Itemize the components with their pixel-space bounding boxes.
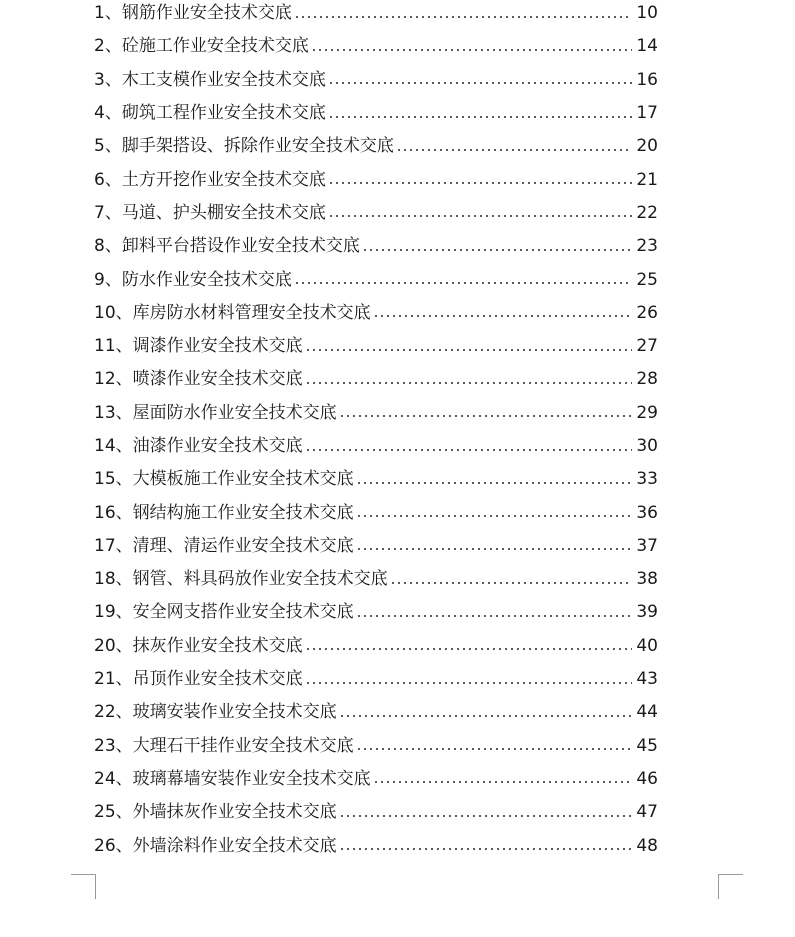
toc-entry-number: 23 <box>94 735 116 756</box>
toc-dot-leader <box>356 615 632 617</box>
toc-entry-title: 调漆作业安全技术交底 <box>132 336 303 357</box>
toc-entry-separator: 、 <box>104 3 122 24</box>
toc-entry-separator: 、 <box>104 236 122 257</box>
toc-dot-leader <box>373 315 632 317</box>
toc-entry-number: 7 <box>94 202 105 223</box>
toc-entry-page-number: 48 <box>636 835 658 856</box>
toc-entry-separator: 、 <box>115 802 133 823</box>
toc-entry-page-number: 23 <box>636 236 658 257</box>
toc-entry[interactable] <box>94 363 658 396</box>
toc-dot-leader <box>356 515 632 517</box>
toc-entry-number: 20 <box>94 635 116 656</box>
toc-entry-separator: 、 <box>115 302 133 323</box>
toc-dot-leader <box>339 715 632 717</box>
toc-entry-separator: 、 <box>115 436 133 456</box>
toc-dot-leader <box>339 415 632 417</box>
toc-dot-leader <box>305 349 632 351</box>
toc-entry-number: 2 <box>94 36 105 57</box>
toc-entry-number: 18 <box>94 569 116 590</box>
toc-entry-title: 脚手架搭设、拆除作业安全技术交底 <box>121 136 394 157</box>
toc-entry-title: 木工支模作业安全技术交底 <box>121 69 326 90</box>
toc-entry-title: 土方开挖作业安全技术交底 <box>121 169 326 190</box>
toc-entry-page-number: 45 <box>636 735 658 756</box>
toc-entry-page-number: 33 <box>636 469 658 490</box>
toc-entry-separator: 、 <box>115 569 133 590</box>
toc-entry-separator: 、 <box>115 702 133 723</box>
toc-dot-leader <box>305 682 632 684</box>
toc-entry-page-number: 36 <box>636 502 658 523</box>
toc-entry-title: 防水作业安全技术交底 <box>121 269 292 290</box>
toc-entry-separator: 、 <box>104 169 122 190</box>
toc-entry-separator: 、 <box>115 336 133 357</box>
toc-entry[interactable] <box>94 730 658 763</box>
toc-entry-page-number: 25 <box>636 269 658 290</box>
toc-entry-number: 25 <box>94 802 116 823</box>
toc-entry-number: 17 <box>94 535 116 556</box>
toc-entry-separator: 、 <box>115 735 133 756</box>
toc-entry-page-number: 44 <box>636 702 658 723</box>
toc-dot-leader <box>390 582 632 584</box>
toc-entry-number: 6 <box>94 169 105 190</box>
toc-entry[interactable] <box>94 563 658 596</box>
toc-entry[interactable] <box>94 0 658 30</box>
toc-entry-title: 外墙抹灰作业安全技术交底 <box>132 802 337 823</box>
toc-entry[interactable] <box>94 596 658 629</box>
toc-entry-number: 16 <box>94 502 116 523</box>
toc-entry-page-number: 22 <box>636 202 658 223</box>
toc-entry-number: 13 <box>94 402 116 423</box>
toc-entry-title: 喷漆作业安全技术交底 <box>132 369 303 390</box>
toc-dot-leader <box>305 382 632 384</box>
toc-entry-number: 26 <box>94 835 116 856</box>
toc-entry[interactable] <box>94 330 658 363</box>
toc-entry-title: 卸料平台搭设作业安全技术交底 <box>121 236 360 257</box>
toc-dot-leader <box>362 249 632 251</box>
toc-entry-page-number: 16 <box>636 69 658 90</box>
toc-entry-page-number: 20 <box>636 136 658 157</box>
toc-entry-page-number: 43 <box>636 669 658 690</box>
toc-dot-leader <box>311 49 632 51</box>
toc-dot-leader <box>328 82 632 84</box>
toc-entry-page-number: 21 <box>636 169 658 190</box>
toc-entry-separator: 、 <box>104 69 122 90</box>
toc-entry-number: 19 <box>94 602 116 623</box>
toc-entry-separator: 、 <box>115 369 133 390</box>
toc-entry[interactable] <box>94 530 658 563</box>
toc-entry[interactable] <box>94 430 658 463</box>
toc-entry-title: 钢结构施工作业安全技术交底 <box>132 502 354 523</box>
toc-entry[interactable] <box>94 230 658 263</box>
toc-entry-number: 10 <box>94 302 116 323</box>
toc-entry[interactable] <box>94 397 658 430</box>
toc-entry-separator: 、 <box>104 36 122 57</box>
toc-entry[interactable] <box>94 829 658 862</box>
toc-entry-page-number: 38 <box>636 569 658 590</box>
toc-entry-page-number: 28 <box>636 369 658 390</box>
toc-entry[interactable] <box>94 663 658 696</box>
toc-entry-number: 4 <box>94 103 105 124</box>
toc-dot-leader <box>356 548 632 550</box>
toc-entry-separator: 、 <box>115 835 133 856</box>
toc-entry-page-number: 10 <box>636 3 658 24</box>
page-corner-mark-right <box>718 874 743 899</box>
toc-entry[interactable] <box>94 496 658 529</box>
toc-dot-leader <box>373 781 632 783</box>
toc-entry[interactable] <box>94 297 658 330</box>
toc-entry-separator: 、 <box>104 269 122 290</box>
toc-entry-title: 外墙涂料作业安全技术交底 <box>132 835 337 856</box>
toc-entry-number: 22 <box>94 702 116 723</box>
toc-dot-leader <box>328 116 632 118</box>
toc-entry-number: 14 <box>94 436 116 456</box>
toc-entry[interactable] <box>94 197 658 230</box>
toc-dot-leader <box>339 815 632 817</box>
toc-entry[interactable] <box>94 630 658 663</box>
toc-entry-number: 15 <box>94 469 116 490</box>
toc-entry[interactable] <box>94 696 658 729</box>
toc-entry-number: 21 <box>94 669 116 690</box>
toc-entry-separator: 、 <box>115 535 133 556</box>
toc-entry[interactable] <box>94 763 658 796</box>
toc-dot-leader <box>305 648 632 650</box>
toc-entry-separator: 、 <box>115 602 133 623</box>
toc-entry[interactable] <box>94 130 658 163</box>
toc-entry[interactable] <box>94 163 658 196</box>
toc-entry-separator: 、 <box>115 469 133 490</box>
toc-entry-title: 马道、护头棚安全技术交底 <box>121 202 326 223</box>
toc-entry-page-number: 14 <box>636 36 658 57</box>
toc-entry[interactable] <box>94 64 658 97</box>
toc-entry-title: 油漆作业安全技术交底 <box>132 436 303 456</box>
toc-entry-separator: 、 <box>104 103 122 124</box>
toc-entry-separator: 、 <box>115 502 133 523</box>
toc-entry-number: 8 <box>94 236 105 257</box>
toc-entry-number: 12 <box>94 369 116 390</box>
toc-entry-number: 11 <box>94 336 116 357</box>
toc-entry-page-number: 26 <box>636 302 658 323</box>
toc-entry[interactable] <box>94 463 658 496</box>
toc-entry[interactable] <box>94 263 658 296</box>
toc-entry-page-number: 37 <box>636 535 658 556</box>
page-corner-mark-left <box>71 874 96 899</box>
toc-entry-page-number: 47 <box>636 802 658 823</box>
toc-entry-title: 清理、清运作业安全技术交底 <box>132 535 354 556</box>
toc-entry-page-number: 27 <box>636 336 658 357</box>
toc-entry[interactable] <box>94 97 658 130</box>
toc-entry-page-number: 29 <box>636 402 658 423</box>
toc-entry[interactable] <box>94 30 658 63</box>
toc-entry-title: 玻璃安装作业安全技术交底 <box>132 702 337 723</box>
toc-dot-leader <box>328 215 632 217</box>
toc-entry-title: 砌筑工程作业安全技术交底 <box>121 103 326 124</box>
toc-dot-leader <box>305 449 632 451</box>
toc-dot-leader <box>339 848 632 850</box>
toc-entry-title: 抹灰作业安全技术交底 <box>132 635 303 656</box>
toc-entry-number: 1 <box>94 3 105 24</box>
toc-entry-page-number: 30 <box>636 436 658 456</box>
table-of-contents <box>94 0 658 863</box>
toc-entry-page-number: 39 <box>636 602 658 623</box>
toc-dot-leader <box>294 16 632 18</box>
toc-dot-leader <box>294 282 632 284</box>
toc-entry-number: 24 <box>94 768 116 789</box>
toc-entry-title: 玻璃幕墙安装作业安全技术交底 <box>132 768 371 789</box>
toc-entry-title: 屋面防水作业安全技术交底 <box>132 402 337 423</box>
toc-dot-leader <box>328 182 632 184</box>
toc-entry-separator: 、 <box>115 669 133 690</box>
toc-entry-number: 9 <box>94 269 105 290</box>
toc-dot-leader <box>356 748 632 750</box>
toc-dot-leader <box>356 482 632 484</box>
toc-entry-page-number: 17 <box>636 103 658 124</box>
toc-entry-title: 大理石干挂作业安全技术交底 <box>132 735 354 756</box>
toc-entry-separator: 、 <box>104 202 122 223</box>
toc-entry-number: 3 <box>94 69 105 90</box>
toc-entry[interactable] <box>94 796 658 829</box>
toc-entry-separator: 、 <box>115 402 133 423</box>
toc-entry-title: 砼施工作业安全技术交底 <box>121 36 309 57</box>
toc-entry-title: 大模板施工作业安全技术交底 <box>132 469 354 490</box>
toc-entry-title: 钢筋作业安全技术交底 <box>121 3 292 24</box>
toc-entry-separator: 、 <box>115 635 133 656</box>
toc-entry-title: 库房防水材料管理安全技术交底 <box>132 302 371 323</box>
toc-entry-page-number: 40 <box>636 635 658 656</box>
toc-entry-title: 安全网支搭作业安全技术交底 <box>132 602 354 623</box>
toc-entry-separator: 、 <box>115 768 133 789</box>
toc-entry-title: 吊顶作业安全技术交底 <box>132 669 303 690</box>
toc-entry-page-number: 46 <box>636 768 658 789</box>
toc-entry-separator: 、 <box>104 136 122 157</box>
toc-entry-number: 5 <box>94 136 105 157</box>
toc-dot-leader <box>396 149 632 151</box>
toc-entry-title: 钢管、料具码放作业安全技术交底 <box>132 569 388 590</box>
